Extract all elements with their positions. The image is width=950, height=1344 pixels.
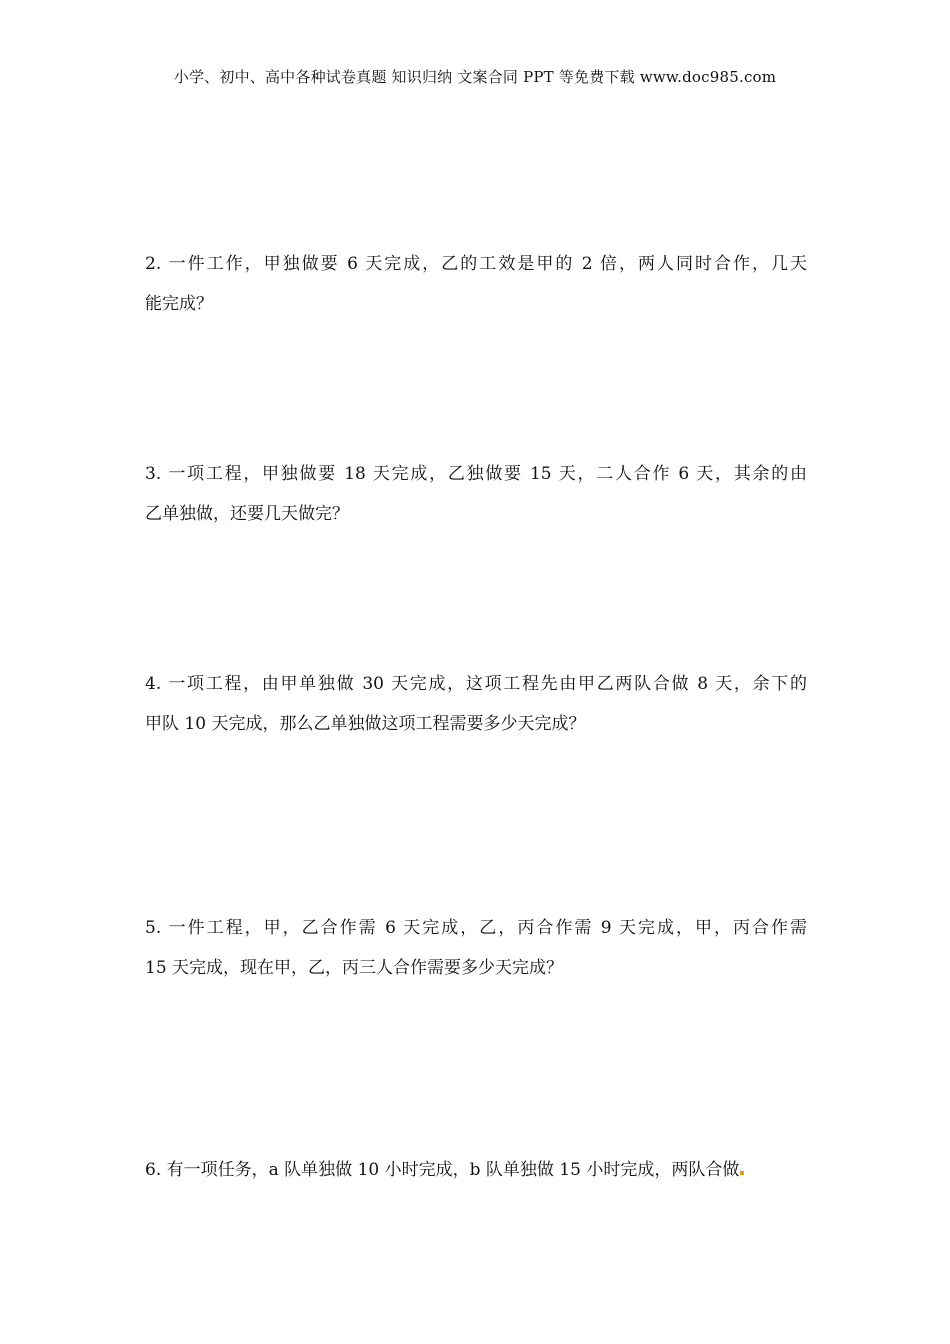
problem-3	[145, 454, 807, 534]
problem-5	[145, 908, 807, 988]
problem-2-line-1: 2. 一件工作，甲独做要 6 天完成，乙的工效是甲的 2 倍，两人同时合作，几天	[145, 254, 807, 274]
text-cursor-mark	[740, 1171, 744, 1175]
problem-3-line-2: 乙单独做，还要几天做完？	[145, 504, 349, 524]
problem-4-line-2: 甲队 10 天完成，那么乙单独做这项工程需要多少天完成？	[145, 714, 586, 734]
problem-2-line-2: 能完成？	[145, 294, 213, 314]
page-header: 小学、初中、高中各种试卷真题 知识归纳 文案合同 PPT 等免费下载 www.doc985.com	[173, 68, 777, 86]
problem-6-line-1	[145, 1150, 807, 1190]
problem-5-line-2: 15 天完成，现在甲，乙，丙三人合作需要多少天完成？	[145, 958, 564, 978]
problem-6-line-1-text: 6. 有一项任务，a 队单独做 10 小时完成，b 队单独做 15 小时完成，两队合做	[145, 1160, 740, 1180]
problem-4-line-1: 4. 一项工程，由甲单独做 30 天完成，这项工程先由甲乙两队合做 8 天，余下的	[145, 674, 807, 694]
problem-5-line-1: 5. 一件工程，甲，乙合作需 6 天完成，乙，丙合作需 9 天完成，甲，丙合作需	[145, 918, 807, 938]
problem-6	[145, 1150, 807, 1190]
problem-4	[145, 664, 807, 744]
problem-3-line-1: 3. 一项工程，甲独做要 18 天完成，乙独做要 15 天，二人合作 6 天，其余的由	[145, 464, 807, 484]
problem-2	[145, 244, 807, 324]
